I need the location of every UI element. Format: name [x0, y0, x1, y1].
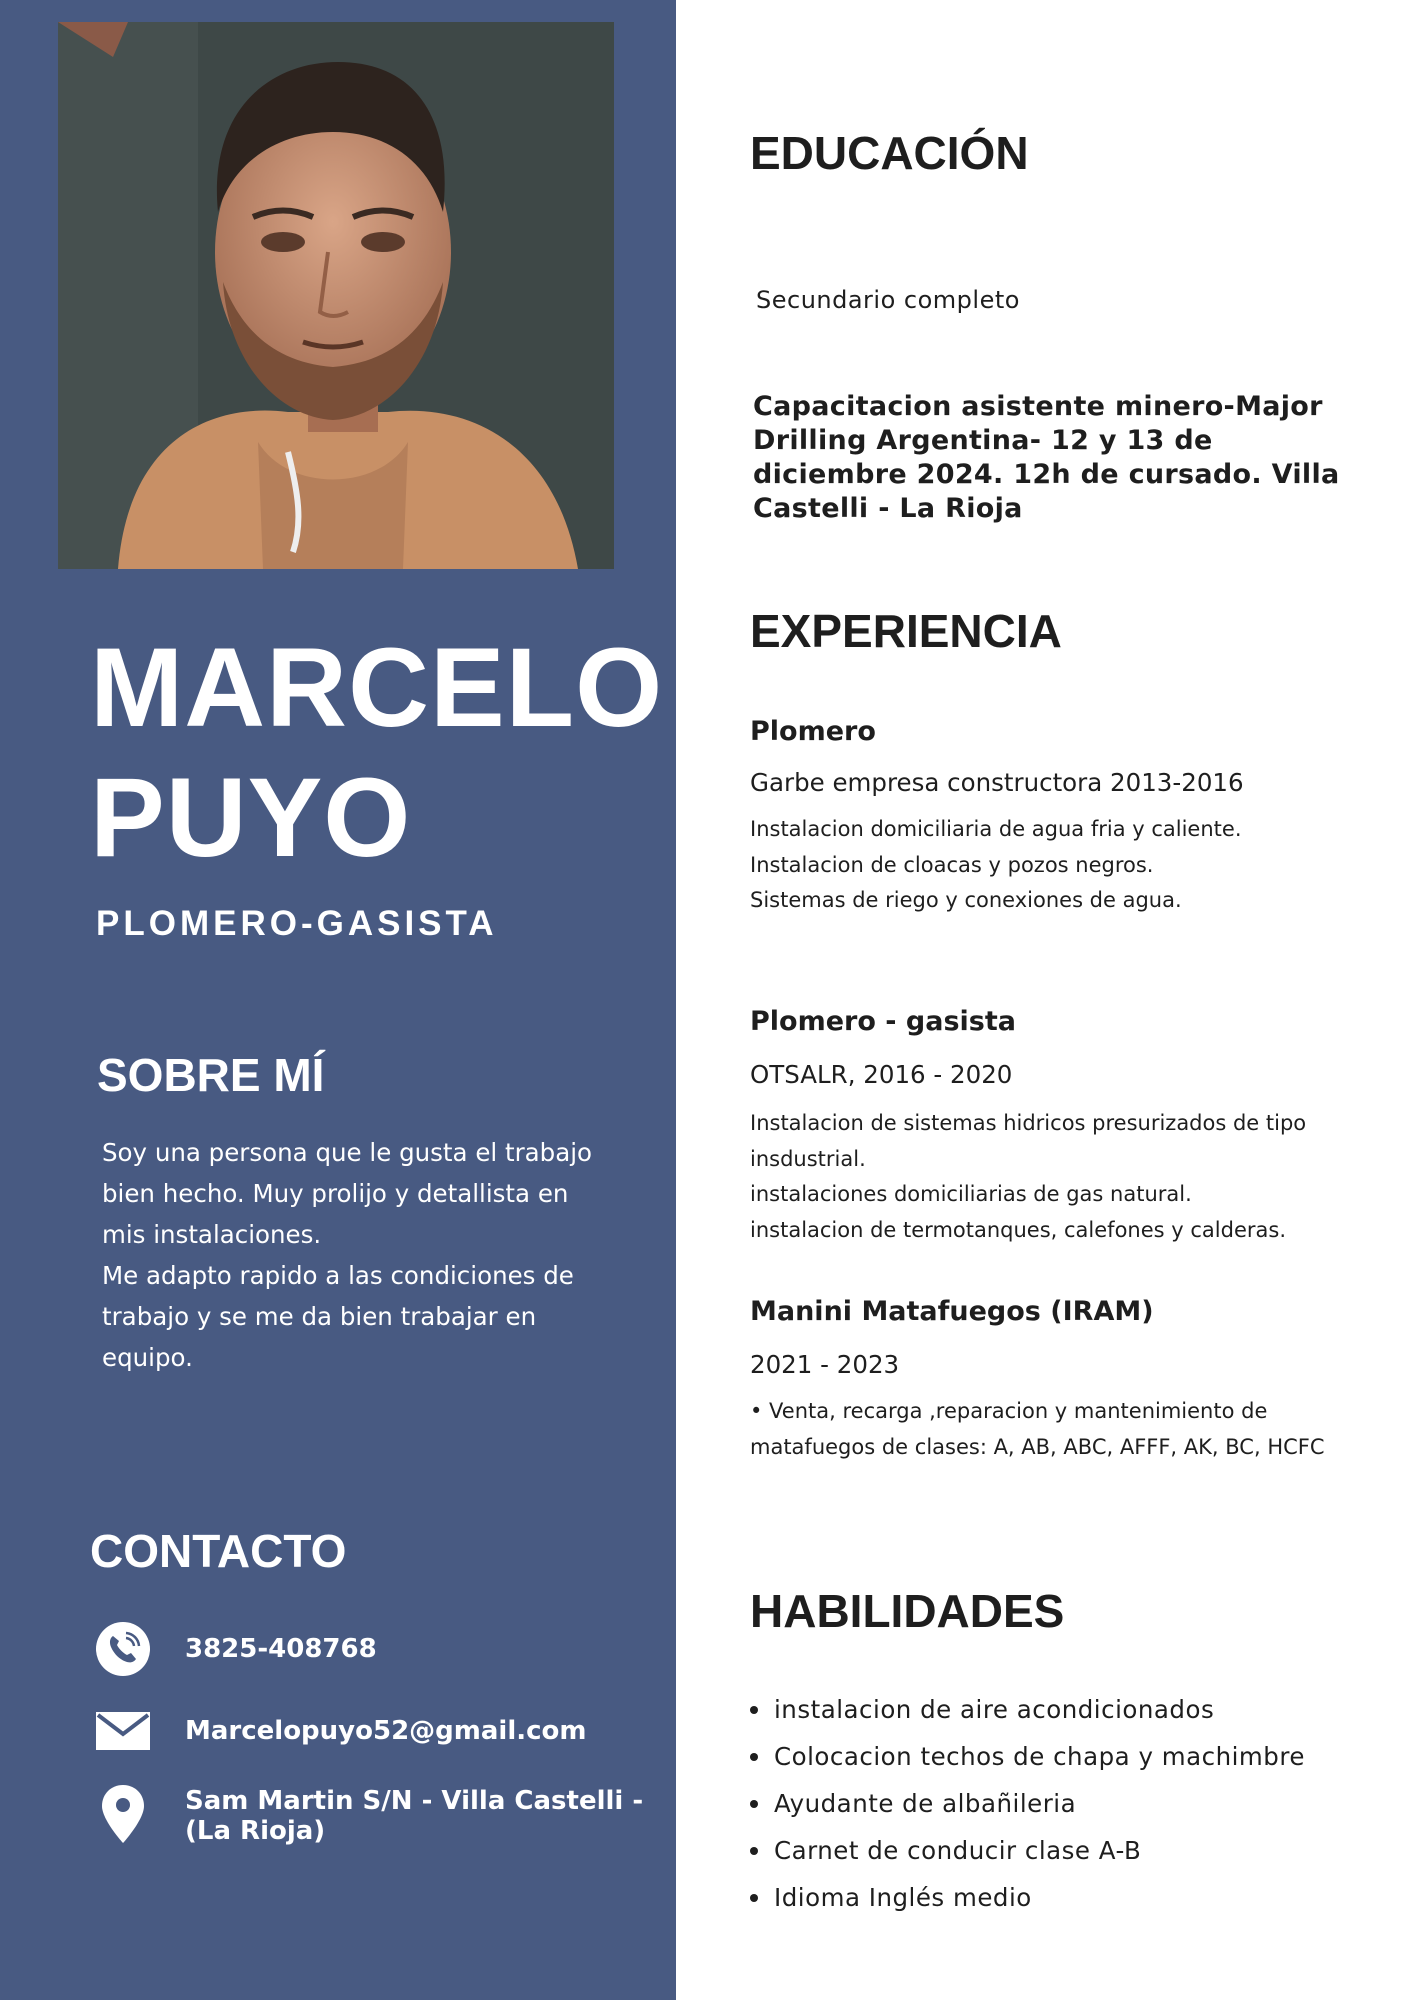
- contact-address-row: [95, 1786, 655, 1846]
- job-description-line: Instalacion de cloacas y pozos negros.: [750, 852, 1154, 877]
- job-description-line: Instalacion domiciliaria de agua fria y caliente.: [750, 817, 1242, 841]
- education-heading: EDUCACIÓN: [750, 127, 1029, 179]
- contact-email-row: [95, 1703, 655, 1759]
- skills-list: [750, 1686, 1305, 1921]
- contact-heading: CONTACTO: [90, 1525, 347, 1577]
- phone-number[interactable]: 3825-408768: [185, 1634, 377, 1664]
- job-company: OTSALR, 2016 - 2020: [750, 1060, 1013, 1089]
- job-company: 2021 - 2023: [750, 1350, 900, 1379]
- job-description: [750, 1394, 1350, 1465]
- last-name: PUYO: [90, 755, 412, 880]
- experience-heading: EXPERIENCIA: [750, 605, 1062, 657]
- contact-phone-row: [95, 1621, 655, 1677]
- skill-item: instalacion de aire acondicionados: [750, 1686, 1305, 1733]
- skill-item: Idioma Inglés medio: [750, 1874, 1305, 1921]
- job-title: Manini Matafuegos (IRAM): [750, 1296, 1154, 1327]
- job-title: Plomero - gasista: [750, 1006, 1016, 1037]
- about-paragraph: Soy una persona que le gusta el trabajo bien hecho. Muy prolijo y detallista en mis instalaciones.: [102, 1138, 593, 1249]
- about-text: [102, 1132, 602, 1378]
- skill-item: Ayudante de albañileria: [750, 1780, 1305, 1827]
- skill-item: Colocacion techos de chapa y machimbre: [750, 1733, 1305, 1780]
- email-address[interactable]: Marcelopuyo52@gmail.com: [185, 1716, 587, 1746]
- phone-icon: [95, 1621, 151, 1677]
- address: Sam Martin S/N - Villa Castelli - (La Rioja): [185, 1786, 644, 1846]
- location-pin-icon: [95, 1786, 151, 1842]
- education-item: Secundario completo: [756, 286, 1020, 314]
- job-description-line: Sistemas de riego y conexiones de agua.: [750, 888, 1182, 912]
- job-description: [750, 1106, 1350, 1248]
- job-description-line: instalaciones domiciliarias de gas natural.: [750, 1182, 1192, 1206]
- education-item: Capacitacion asistente minero-Major Drilling Argentina- 12 y 13 de diciembre 2024. 12h de cursado. Villa Castelli - La Rioja: [753, 391, 1340, 524]
- job-title: Plomero: [750, 716, 876, 747]
- job-title: PLOMERO-GASISTA: [96, 904, 498, 943]
- skill-item: Carnet de conducir clase A-B: [750, 1827, 1305, 1874]
- job-description: [750, 812, 1350, 919]
- about-heading: SOBRE MÍ: [97, 1049, 325, 1101]
- job-company: Garbe empresa constructora 2013-2016: [750, 768, 1244, 797]
- job-description-line: • Venta, recarga ,reparacion y mantenimiento de matafuegos de clases: A, AB, ABC, AFFF, AK, BC, HCFC: [750, 1399, 1325, 1459]
- sidebar: [0, 0, 676, 2000]
- job-description-line: instalacion de termotanques, calefones y calderas.: [750, 1217, 1286, 1242]
- about-paragraph: Me adapto rapido a las condiciones de trabajo y se me da bien trabajar en equipo.: [102, 1261, 574, 1372]
- first-name: MARCELO: [90, 625, 664, 750]
- envelope-icon: [95, 1703, 151, 1759]
- skills-heading: HABILIDADES: [750, 1585, 1065, 1637]
- job-description-line: Instalacion de sistemas hidricos presurizados de tipo insdustrial.: [750, 1111, 1307, 1171]
- profile-photo: [58, 22, 614, 569]
